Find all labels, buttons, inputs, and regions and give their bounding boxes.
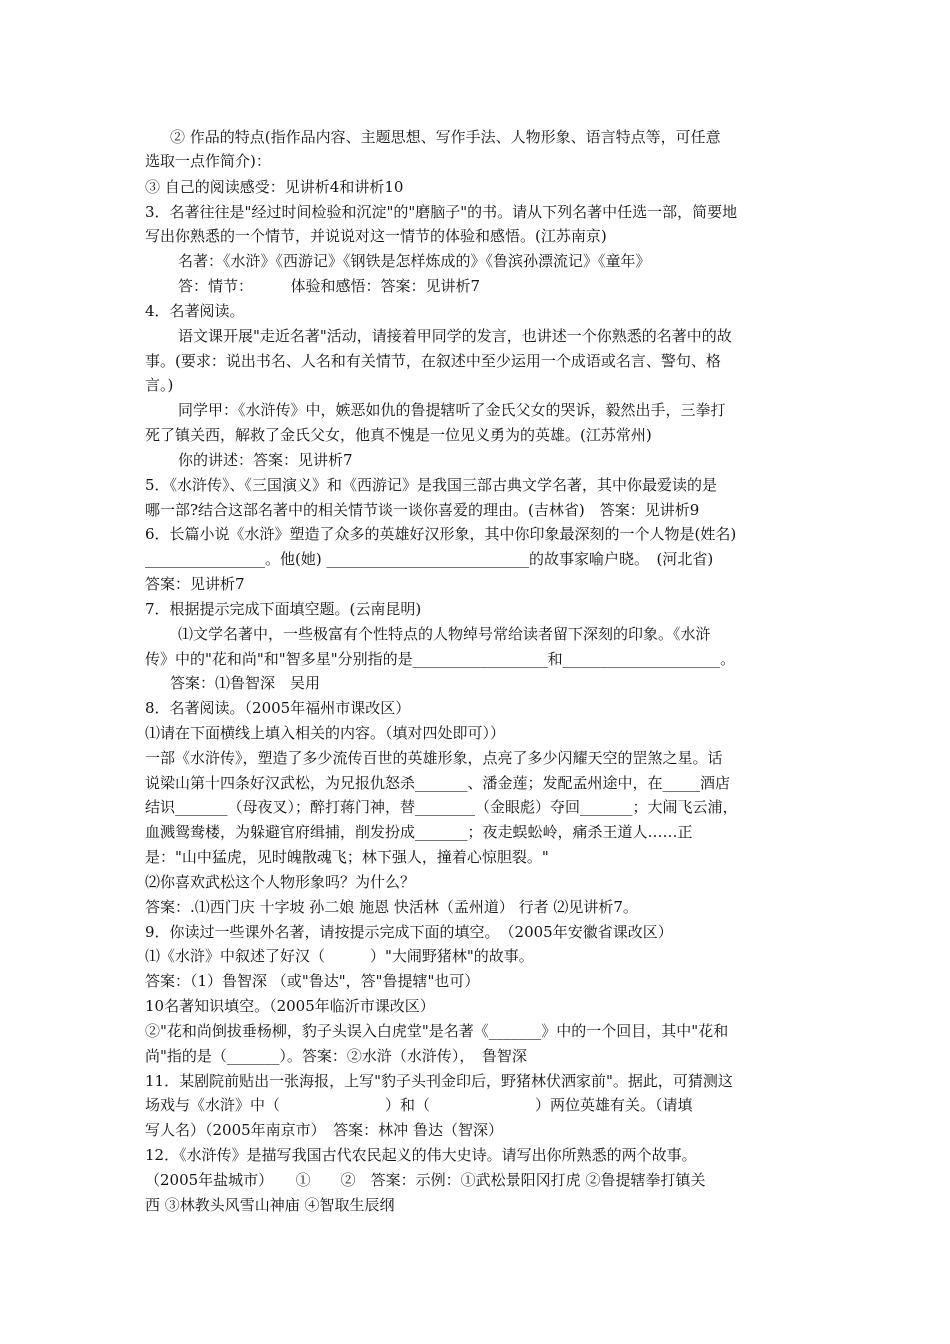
text-line: 场戏与《水浒》中（ ）和（ ）两位英雄有关。（请填 xyxy=(145,1096,693,1114)
text-line: （2005年盐城市） ① ② 答案：示例：①武松景阳冈打虎 ②鲁提辖拳打镇关 xyxy=(145,1171,706,1189)
text-line: 血溅鸳鸯楼，为躲避官府缉捕，削发扮成_______；夜走蜈蚣岭，痛杀王道人……正 xyxy=(145,823,693,841)
text-line: ⑴请在下面横线上填入相关的内容。（填对四处即可）） xyxy=(145,724,506,742)
text-line: 答：情节： 体验和感悟：答案：见讲析7 xyxy=(178,277,481,295)
text-line: 名著：《水浒》《西游记》《钢铁是怎样炼成的》《鲁滨孙漂流记》《童年》 xyxy=(178,252,651,270)
text-line: 答案：⑴鲁智深 吴用 xyxy=(170,674,321,692)
text-line: ⑴《水浒》中叙述了好汉（ ）"大闹野猪林"的故事。 xyxy=(145,947,534,965)
text-line: 一部《水浒传》，塑造了多少流传百世的英雄形象，点亮了多少闪耀天空的罡煞之星。话 xyxy=(145,749,723,767)
text-line: 11．某剧院前贴出一张海报，上写"豹子头刊金印后，野猪林伏洒家前"。据此，可猜测这 xyxy=(145,1072,733,1090)
text-line: ________________。他(她) ___________________________的故事家喻户晓。 (河北省) xyxy=(145,550,714,568)
text-line: 6．长篇小说《水浒》塑造了众多的英雄好汉形象，其中你印象最深刻的一个人物是(姓名) xyxy=(145,525,737,543)
text-line: 死了镇关西，解救了金氏父女，他真不愧是一位见义勇为的英雄。(江苏常州) xyxy=(145,426,652,444)
text-line: 12．《水浒传》是描写我国古代农民起义的伟大史诗。请写出你所熟悉的两个故事。 xyxy=(145,1146,697,1164)
text-line: 是："山中猛虎，见时魄散魂飞；林下强人，撞着心惊胆裂。" xyxy=(145,848,549,866)
text-line: 尚"指的是（_______）。答案：②水浒（水浒传）， 鲁智深 xyxy=(145,1047,527,1065)
text-line: ⑴文学名著中，一些极富有个性特点的人物绰号常给读者留下深刻的印象。《水浒 xyxy=(178,625,711,643)
text-line: ②"花和尚倒拔垂杨柳，豹子头误入白虎堂"是名著《_______》中的一个回目，其中"花和 xyxy=(145,1022,729,1040)
text-line: 言。) xyxy=(145,376,174,394)
text-line: 答案：.⑴西门庆 十字坡 孙二娘 施恩 快活林（孟州道） 行者 ⑵见讲析7。 xyxy=(145,898,638,916)
text-line: 传》中的"花和尚"和"智多星"分别指的是__________________和_____________________。 xyxy=(145,650,736,668)
text-line: ③ 自己的阅读感受：见讲析4和讲析10 xyxy=(145,178,404,196)
text-line: ② 作品的特点(指作品内容、主题思想、写作手法、人物形象、语言特点等，可任意 xyxy=(170,128,721,146)
text-line: 结识_______（母夜叉）；醉打蒋门神，替________（金眼彪）夺回_______；大闹飞云浦， xyxy=(145,798,738,816)
text-line: 西 ③林教头风雪山神庙 ④智取生辰纲 xyxy=(145,1196,395,1214)
text-line: 选取一点作简介)： xyxy=(145,152,271,170)
text-line: 5．《水浒传》、《三国演义》和《西游记》是我国三部古典文学名著，其中你最爱读的是 xyxy=(145,476,718,494)
text-line: 4．名著阅读。 xyxy=(145,302,245,320)
text-line: 写人名）（2005年南京市） 答案：林冲 鲁达（智深） xyxy=(145,1121,503,1139)
text-line: 写出你熟悉的一个情节，并说说对这一情节的体验和感悟。(江苏南京) xyxy=(145,227,607,245)
text-line: 事。(要求：说出书名、人名和有关情节，在叙述中至少运用一个成语或名言、警句、格 xyxy=(145,352,721,370)
text-line: 语文课开展"走近名著"活动，请接着甲同学的发言，也讲述一个你熟悉的名著中的故 xyxy=(178,327,732,345)
text-line: 答案：见讲析7 xyxy=(145,575,245,593)
text-line: 答案：（1）鲁智深 （或"鲁达"，答"鲁提辖"也可） xyxy=(145,972,480,990)
text-line: 3．名著往往是"经过时间检验和沉淀"的"磨脑子"的书。请从下列名著中任选一部，简要地 xyxy=(145,203,738,221)
text-line: 7．根据提示完成下面填空题。(云南昆明) xyxy=(145,600,422,618)
text-line: 同学甲：《水浒传》中，嫉恶如仇的鲁提辖听了金氏父女的哭诉，毅然出手，三拳打 xyxy=(178,401,726,419)
text-line: ⑵你喜欢武松这个人物形象吗？为什么？ xyxy=(145,873,416,891)
text-line: 说梁山第十四条好汉武松，为兄报仇怒杀_______、潘金莲；发配孟州途中，在_____酒店 xyxy=(145,774,731,792)
text-line: 哪一部?结合这部名著中的相关情节谈一谈你喜爱的理由。(吉林省) 答案：见讲析9 xyxy=(145,501,700,519)
text-line: 你的讲述：答案：见讲析7 xyxy=(178,451,353,469)
text-line: 9．你读过一些课外名著，请按提示完成下面的填空。 （2005年安徽省课改区） xyxy=(145,923,673,941)
text-line: 8．名著阅读。（2005年福州市课改区） xyxy=(145,699,411,717)
text-line: 10名著知识填空。（2005年临沂市课改区） xyxy=(145,997,435,1015)
